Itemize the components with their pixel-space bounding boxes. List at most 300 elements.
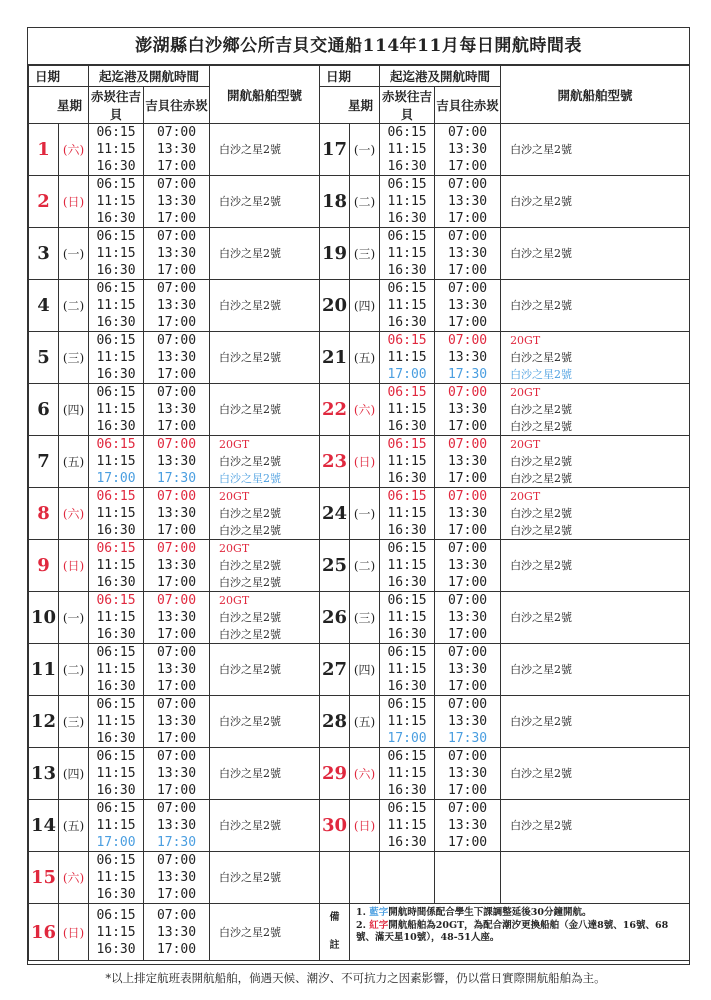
departures-to-chikan [144, 800, 210, 852]
ship-cell [501, 176, 690, 228]
departure-time: 13:30 [447, 142, 488, 157]
day-number: 5 [29, 332, 59, 384]
note-text: 開航時間係配合學生下課調整延後30分鐘開航。 [388, 907, 592, 918]
departure-time: 11:15 [96, 924, 136, 940]
note-text: 1. [356, 907, 370, 918]
departure-time: 06:15 [96, 281, 136, 296]
departure-time: 13:30 [447, 350, 488, 365]
departures-to-jibei [89, 436, 144, 488]
departure-time: 17:00 [447, 263, 488, 278]
header-route-out: 赤崁往吉貝 [380, 87, 435, 124]
departure-time: 06:15 [96, 177, 136, 192]
header-ship-type: 開航船舶型號 [210, 66, 320, 124]
departure-time: 11:15 [96, 610, 136, 625]
day-number: 20 [320, 280, 350, 332]
weekday-label: (六) [350, 384, 380, 436]
departure-time: 17:00 [447, 627, 488, 642]
departure-time: 07:00 [447, 749, 488, 764]
departure-time: 17:00 [447, 315, 488, 330]
departure-time: 11:15 [96, 142, 136, 157]
ship-cell [210, 696, 320, 748]
schedule-row [29, 332, 690, 384]
departure-time: 06:15 [96, 801, 136, 816]
ship-name: 白沙之星2號 [219, 299, 282, 312]
ship-cell [501, 436, 690, 488]
ship-name: 白沙之星2號 [219, 455, 282, 468]
departure-time: 07:00 [156, 177, 197, 192]
departure-time: 07:00 [156, 437, 197, 452]
departures-to-jibei [89, 176, 144, 228]
ship-name: 白沙之星2號 [219, 403, 282, 416]
departure-time: 06:15 [387, 801, 427, 816]
departure-time: 16:30 [96, 523, 136, 538]
header-ship-type: 開航船舶型號 [501, 66, 690, 124]
ship-name: 白沙之星2號 [510, 715, 573, 728]
weekday-label: (一) [59, 228, 89, 280]
departures-to-chikan [435, 800, 501, 852]
ship-name: 白沙之星2號 [510, 351, 573, 364]
departure-time: 17:00 [447, 679, 488, 694]
day-number: 22 [320, 384, 350, 436]
ship-name: 白沙之星2號 [219, 628, 282, 641]
departure-time: 17:00 [447, 835, 488, 850]
departure-time: 13:30 [447, 298, 488, 313]
departure-time: 07:00 [156, 801, 197, 816]
departure-time: 06:15 [387, 177, 427, 192]
departure-time: 13:30 [447, 246, 488, 261]
ship-name: 20GT [219, 542, 250, 555]
departures-to-chikan [435, 540, 501, 592]
departure-time: 16:30 [96, 887, 136, 902]
departures-to-jibei [380, 228, 435, 280]
notes-label-2: 註 [329, 940, 340, 951]
ship-name: 白沙之星2號 [510, 524, 573, 537]
departure-time: 07:00 [447, 125, 488, 140]
departure-time: 07:00 [156, 853, 197, 868]
departures-to-chikan [435, 592, 501, 644]
page-title: 澎湖縣白沙鄉公所吉貝交通船114年11月每日開航時間表 [28, 28, 689, 65]
departure-time: 11:15 [387, 246, 427, 261]
ship-name: 白沙之星2號 [219, 524, 282, 537]
departures-to-chikan [144, 540, 210, 592]
departures-to-chikan [435, 332, 501, 384]
departure-time: 16:30 [387, 315, 427, 330]
departures-to-jibei [89, 904, 144, 961]
header-port-group: 起迄港及開航時間 [380, 66, 501, 87]
departure-time: 13:30 [447, 766, 488, 781]
ship-cell [501, 748, 690, 800]
departure-time: 07:00 [156, 333, 197, 348]
departures-to-jibei [89, 332, 144, 384]
departure-time: 06:15 [96, 385, 136, 400]
departure-time: 16:30 [96, 263, 136, 278]
departure-time: 07:00 [447, 437, 488, 452]
weekday-label: (日) [350, 436, 380, 488]
empty-cell [350, 852, 380, 904]
departure-time: 16:30 [387, 263, 427, 278]
departure-time: 13:30 [156, 350, 197, 365]
weekday-label: (二) [350, 540, 380, 592]
departure-time: 06:15 [96, 229, 136, 244]
departures-to-jibei [89, 696, 144, 748]
departure-time: 07:00 [447, 593, 488, 608]
departure-time: 06:15 [387, 593, 427, 608]
day-number: 19 [320, 228, 350, 280]
departures-to-chikan [144, 748, 210, 800]
weekday-label: (三) [350, 592, 380, 644]
day-number: 16 [29, 904, 59, 961]
departure-time: 16:30 [96, 679, 136, 694]
departure-time: 17:00 [156, 419, 197, 434]
ship-name: 白沙之星2號 [219, 576, 282, 589]
departure-time: 06:15 [387, 489, 427, 504]
departure-time: 06:15 [387, 125, 427, 140]
departure-time: 17:00 [447, 783, 488, 798]
departure-time: 13:30 [156, 870, 197, 885]
ship-cell [210, 228, 320, 280]
ship-name: 白沙之星2號 [510, 559, 573, 572]
departures-to-chikan [144, 124, 210, 176]
departure-time: 11:15 [96, 558, 136, 573]
ship-name: 白沙之星2號 [219, 715, 282, 728]
ship-cell [501, 228, 690, 280]
weekday-label: (四) [350, 644, 380, 696]
departure-time: 07:00 [156, 125, 197, 140]
departure-time: 11:15 [96, 818, 136, 833]
departures-to-chikan [435, 436, 501, 488]
departures-to-jibei [380, 124, 435, 176]
day-number: 7 [29, 436, 59, 488]
weekday-label: (二) [59, 644, 89, 696]
departure-time: 11:15 [96, 194, 136, 209]
day-number: 6 [29, 384, 59, 436]
departure-time: 13:30 [156, 506, 197, 521]
departures-to-chikan [144, 592, 210, 644]
ship-cell [501, 332, 690, 384]
departures-to-chikan [435, 124, 501, 176]
ship-cell [210, 332, 320, 384]
weekday-label: (四) [350, 280, 380, 332]
departure-time: 17:30 [447, 731, 488, 746]
weekday-label: (六) [350, 748, 380, 800]
ship-name: 20GT [219, 594, 250, 607]
departures-to-chikan [144, 436, 210, 488]
departure-time: 17:00 [156, 315, 197, 330]
departure-time: 11:15 [387, 350, 427, 365]
ship-name: 白沙之星2號 [219, 247, 282, 260]
departure-time: 11:15 [387, 766, 427, 781]
departures-to-chikan [435, 280, 501, 332]
departure-time: 06:15 [387, 541, 427, 556]
ship-name: 白沙之星2號 [510, 507, 573, 520]
departure-time: 17:30 [156, 471, 197, 486]
ship-cell [210, 904, 320, 961]
departure-time: 16:30 [96, 783, 136, 798]
day-number: 10 [29, 592, 59, 644]
header-route-back: 吉貝往赤崁 [144, 87, 210, 124]
day-number: 8 [29, 488, 59, 540]
ship-cell [210, 384, 320, 436]
schedule-row [29, 540, 690, 592]
header-route-out: 赤崁往吉貝 [89, 87, 144, 124]
departure-time: 17:00 [447, 523, 488, 538]
day-number: 17 [320, 124, 350, 176]
departures-to-chikan [435, 228, 501, 280]
departure-time: 13:30 [156, 924, 197, 940]
empty-cell [320, 852, 350, 904]
schedule-row [29, 176, 690, 228]
day-number: 14 [29, 800, 59, 852]
departures-to-jibei [380, 384, 435, 436]
departure-time: 11:15 [387, 506, 427, 521]
ship-name: 白沙之星2號 [510, 420, 573, 433]
departure-time: 17:30 [156, 835, 197, 850]
departures-to-jibei [380, 332, 435, 384]
ship-cell [210, 852, 320, 904]
weekday-label: (日) [350, 800, 380, 852]
note-item [356, 907, 683, 919]
departures-to-jibei [380, 800, 435, 852]
day-number: 13 [29, 748, 59, 800]
departure-time: 11:15 [96, 662, 136, 677]
footnote: *以上排定航班表開航船舶，倘遇天候、潮汐、不可抗力之因素影響，仍以當日實際開航船舶為主。 [105, 971, 606, 985]
departure-time: 07:00 [156, 385, 197, 400]
header-weekday: 星期 [29, 87, 89, 124]
ship-name: 白沙之星2號 [510, 299, 573, 312]
departure-time: 16:30 [96, 315, 136, 330]
departure-time: 06:15 [96, 593, 136, 608]
departure-time: 13:30 [156, 246, 197, 261]
ship-name: 白沙之星2號 [219, 507, 282, 520]
departure-time: 16:30 [387, 627, 427, 642]
day-number: 27 [320, 644, 350, 696]
note-text: 藍字 [369, 907, 389, 918]
departure-time: 16:30 [96, 419, 136, 434]
schedule-row [29, 228, 690, 280]
weekday-label: (三) [350, 228, 380, 280]
departures-to-jibei [380, 488, 435, 540]
departure-time: 16:30 [96, 627, 136, 642]
departure-time: 13:30 [447, 558, 488, 573]
ship-name: 白沙之星2號 [510, 455, 573, 468]
departure-time: 07:00 [156, 593, 197, 608]
departures-to-chikan [144, 384, 210, 436]
ship-name: 20GT [219, 490, 250, 503]
departure-time: 06:15 [96, 697, 136, 712]
note-text: 紅字 [369, 920, 389, 931]
day-number: 15 [29, 852, 59, 904]
ship-cell [210, 540, 320, 592]
schedule-sheet [27, 27, 690, 965]
departure-time: 06:15 [96, 645, 136, 660]
departures-to-chikan [144, 280, 210, 332]
departure-time: 11:15 [387, 194, 427, 209]
departures-to-chikan [435, 696, 501, 748]
header-port-group: 起迄港及開航時間 [89, 66, 210, 87]
departure-time: 17:00 [96, 471, 136, 486]
departure-time: 16:30 [387, 679, 427, 694]
departures-to-jibei [380, 176, 435, 228]
departure-time: 11:15 [387, 714, 427, 729]
departure-time: 13:30 [447, 818, 488, 833]
departure-time: 06:15 [387, 437, 427, 452]
schedule-table [28, 65, 690, 961]
departure-time: 17:00 [156, 783, 197, 798]
ship-name: 白沙之星2號 [219, 611, 282, 624]
day-number: 12 [29, 696, 59, 748]
departures-to-chikan [144, 644, 210, 696]
ship-name: 20GT [510, 386, 541, 399]
weekday-label: (五) [350, 332, 380, 384]
weekday-label: (五) [59, 436, 89, 488]
departure-time: 11:15 [387, 454, 427, 469]
departure-time: 06:15 [96, 907, 136, 923]
weekday-label: (五) [350, 696, 380, 748]
departures-to-chikan [144, 228, 210, 280]
departure-time: 07:00 [447, 333, 488, 348]
departures-to-chikan [435, 176, 501, 228]
weekday-label: (日) [59, 904, 89, 961]
departures-to-jibei [89, 852, 144, 904]
ship-name: 20GT [219, 438, 250, 451]
departure-time: 07:00 [447, 697, 488, 712]
departures-to-chikan [144, 332, 210, 384]
departure-time: 07:00 [156, 281, 197, 296]
departures-to-jibei [89, 540, 144, 592]
departure-time: 07:00 [447, 801, 488, 816]
departures-to-jibei [89, 280, 144, 332]
departure-time: 11:15 [96, 714, 136, 729]
departure-time: 17:00 [447, 159, 488, 174]
departure-time: 17:00 [156, 211, 197, 226]
day-number: 23 [320, 436, 350, 488]
departure-time: 07:00 [447, 281, 488, 296]
schedule-row [29, 644, 690, 696]
departure-time: 17:00 [447, 211, 488, 226]
ship-name: 白沙之星2號 [219, 819, 282, 832]
departure-time: 16:30 [96, 731, 136, 746]
departure-time: 16:30 [96, 367, 136, 382]
departure-time: 11:15 [96, 506, 136, 521]
departure-time: 13:30 [156, 662, 197, 677]
ship-cell [501, 696, 690, 748]
departure-time: 16:30 [387, 835, 427, 850]
day-number: 28 [320, 696, 350, 748]
departures-to-chikan [435, 748, 501, 800]
day-number: 18 [320, 176, 350, 228]
departures-to-jibei [89, 124, 144, 176]
departure-time: 13:30 [447, 662, 488, 677]
weekday-label: (日) [59, 540, 89, 592]
ship-name: 20GT [510, 334, 541, 347]
weekday-label: (四) [59, 748, 89, 800]
departures-to-chikan [144, 488, 210, 540]
weekday-label: (三) [59, 696, 89, 748]
departures-to-chikan [144, 904, 210, 961]
departures-to-jibei [380, 280, 435, 332]
ship-name: 白沙之星2號 [219, 767, 282, 780]
departure-time: 16:30 [96, 211, 136, 226]
ship-name: 白沙之星2號 [510, 663, 573, 676]
departure-time: 17:00 [387, 367, 427, 382]
departures-to-jibei [380, 696, 435, 748]
ship-cell [501, 800, 690, 852]
departure-time: 11:15 [387, 610, 427, 625]
ship-name: 白沙之星2號 [510, 611, 573, 624]
weekday-label: (日) [59, 176, 89, 228]
departure-time: 17:00 [96, 835, 136, 850]
schedule-row [29, 280, 690, 332]
departure-time: 17:00 [156, 627, 197, 642]
departure-time: 17:00 [156, 731, 197, 746]
departure-time: 11:15 [387, 142, 427, 157]
header-weekday: 星期 [320, 87, 380, 124]
departure-time: 06:15 [96, 853, 136, 868]
departure-time: 13:30 [447, 506, 488, 521]
note-item [356, 920, 683, 944]
day-number: 25 [320, 540, 350, 592]
departure-time: 17:00 [447, 471, 488, 486]
departure-time: 06:15 [387, 645, 427, 660]
day-number: 9 [29, 540, 59, 592]
departure-time: 06:15 [387, 385, 427, 400]
departure-time: 17:00 [156, 367, 197, 382]
departures-to-jibei [380, 540, 435, 592]
departures-to-jibei [89, 228, 144, 280]
departure-time: 11:15 [387, 298, 427, 313]
ship-cell [501, 280, 690, 332]
departures-to-jibei [89, 384, 144, 436]
departures-to-jibei [89, 644, 144, 696]
ship-cell [501, 488, 690, 540]
notes-label-1: 備 [329, 912, 340, 923]
ship-cell [210, 436, 320, 488]
departure-time: 17:00 [156, 523, 197, 538]
departure-time: 07:00 [447, 229, 488, 244]
schedule-row [29, 592, 690, 644]
departure-time: 16:30 [387, 159, 427, 174]
departure-time: 17:00 [447, 419, 488, 434]
header-date: 日期 [29, 66, 89, 87]
departures-to-jibei [89, 488, 144, 540]
departure-time: 07:00 [156, 229, 197, 244]
ship-name: 白沙之星2號 [219, 871, 282, 884]
ship-name: 白沙之星2號 [510, 247, 573, 260]
ship-name: 白沙之星2號 [219, 559, 282, 572]
departure-time: 11:15 [96, 246, 136, 261]
departure-time: 17:00 [156, 887, 197, 902]
departure-time: 13:30 [447, 610, 488, 625]
departure-time: 06:15 [387, 229, 427, 244]
departure-time: 07:00 [156, 541, 197, 556]
departure-time: 13:30 [156, 142, 197, 157]
departure-time: 16:30 [387, 419, 427, 434]
departure-time: 17:00 [156, 679, 197, 694]
departures-to-jibei [380, 644, 435, 696]
day-number: 1 [29, 124, 59, 176]
ship-cell [501, 124, 690, 176]
departure-time: 11:15 [96, 766, 136, 781]
ship-name: 白沙之星2號 [510, 472, 573, 485]
note-text: 開航船舶為20GT，為配合潮汐更換船舶（金八達8號、16號、68號、滿天星10號），48-51人座。 [356, 920, 669, 943]
schedule-row [29, 384, 690, 436]
ship-cell [501, 644, 690, 696]
departure-time: 07:00 [447, 385, 488, 400]
departure-time: 07:00 [447, 177, 488, 192]
departure-time: 11:15 [387, 818, 427, 833]
header-date: 日期 [320, 66, 380, 87]
departure-time: 13:30 [447, 194, 488, 209]
